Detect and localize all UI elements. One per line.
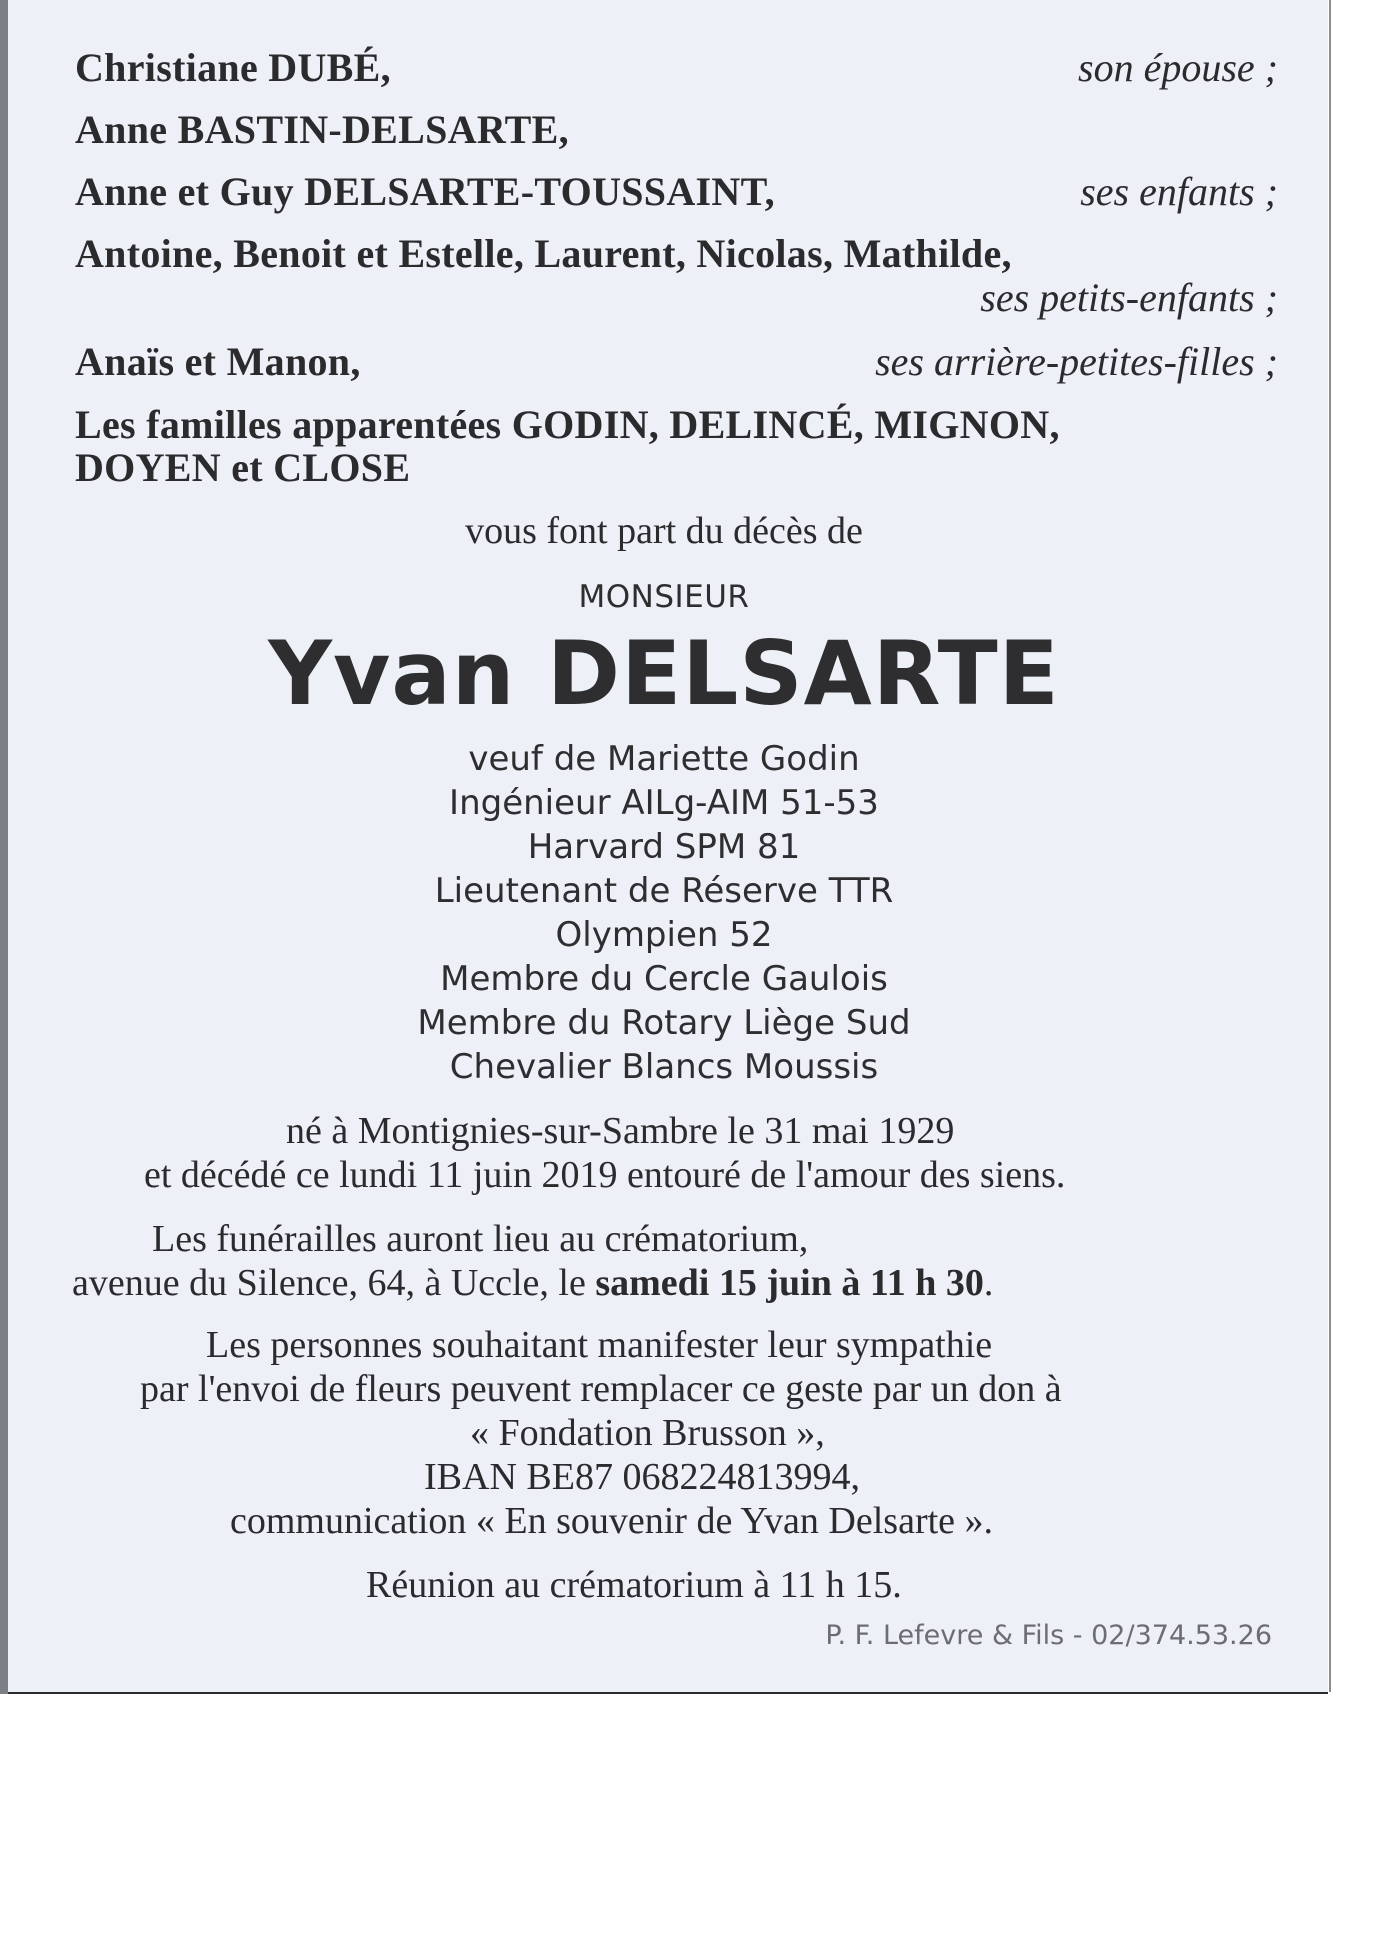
death-line: et décédé ce lundi 11 juin 2019 entouré de l'amour des siens. xyxy=(144,1154,1066,1196)
funeral-end: . xyxy=(983,1262,994,1304)
punctuation: ; xyxy=(1264,275,1278,320)
grandchildren: Antoine, Benoit et Estelle, Laurent, Nicolas, Mathilde, xyxy=(75,231,1012,276)
child-2: Anne et Guy DELSARTE-TOUSSAINT, xyxy=(75,169,775,214)
children-role xyxy=(1080,169,1278,214)
spouse-role xyxy=(1078,45,1278,90)
funeral-line-1: Les funérailles auront lieu au crématorium, xyxy=(152,1218,809,1260)
great-grandchildren: Anaïs et Manon, xyxy=(75,339,361,384)
funeral-line-2 xyxy=(72,1264,993,1302)
donation-line: par l'envoi de fleurs peuvent remplacer ce geste par un don à xyxy=(140,1368,1062,1410)
related-families-line-2: DOYEN et CLOSE xyxy=(75,445,411,490)
meeting-line: Réunion au crématorium à 11 h 15. xyxy=(366,1564,902,1606)
child-1: Anne BASTIN-DELSARTE, xyxy=(75,107,569,152)
undertaker-credit: P. F. Lefevre & Fils - 02/374.53.26 xyxy=(825,1620,1272,1651)
quality-line: Olympien 52 xyxy=(555,915,773,955)
great-grandchildren-role-text: ses arrière-petites-filles xyxy=(875,339,1255,384)
quality-line: Harvard SPM 81 xyxy=(527,827,801,867)
funeral-place: avenue du Silence, 64, à Uccle, le xyxy=(72,1262,596,1304)
spouse-name: Christiane DUBÉ, xyxy=(75,45,391,90)
quality-line: veuf de Mariette Godin xyxy=(468,739,860,779)
donation-line: communication « En souvenir de Yvan Delsarte ». xyxy=(230,1500,994,1542)
punctuation: ; xyxy=(1264,339,1278,384)
punctuation: ; xyxy=(1264,169,1278,214)
spouse-role-text: son épouse xyxy=(1078,45,1255,90)
quality-line: Chevalier Blancs Moussis xyxy=(449,1047,879,1087)
announcement-intro: vous font part du décès de xyxy=(465,510,863,552)
punctuation: ; xyxy=(1264,45,1278,90)
quality-line: Ingénieur AILg-AIM 51-53 xyxy=(449,783,879,823)
funeral-datetime: samedi 15 juin à 11 h 30 xyxy=(595,1262,984,1304)
iban-line: IBAN BE87 068224813994, xyxy=(424,1456,860,1498)
scan-right-edge xyxy=(1329,0,1331,1692)
deceased-name: Yvan DELSARTE xyxy=(268,622,1060,725)
grandchildren-role xyxy=(980,275,1278,320)
quality-line: Lieutenant de Réserve TTR xyxy=(434,871,894,911)
birth-line: né à Montignies-sur-Sambre le 31 mai 1929 xyxy=(286,1110,955,1152)
related-families-line-1: Les familles apparentées GODIN, DELINCÉ, MIGNON, xyxy=(75,402,1060,447)
grandchildren-role-text: ses petits-enfants xyxy=(980,275,1255,320)
quality-line: Membre du Cercle Gaulois xyxy=(440,959,888,999)
donation-line: « Fondation Brusson », xyxy=(470,1412,825,1454)
children-role-text: ses enfants xyxy=(1080,169,1255,214)
quality-line: Membre du Rotary Liège Sud xyxy=(417,1003,911,1043)
honorific: MONSIEUR xyxy=(578,579,750,615)
great-grandchildren-role xyxy=(875,339,1278,384)
donation-line: Les personnes souhaitant manifester leur sympathie xyxy=(206,1324,993,1366)
